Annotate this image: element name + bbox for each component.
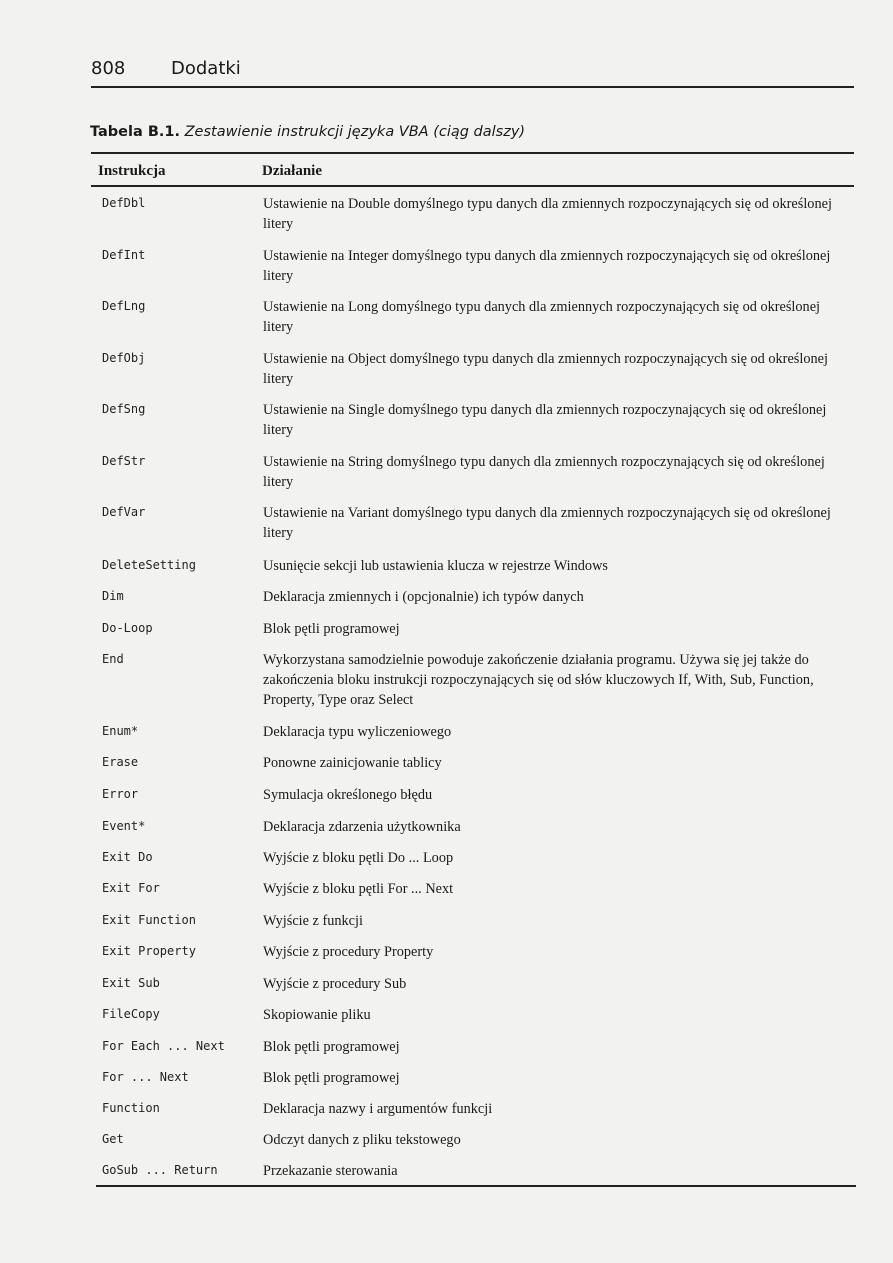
instruction-description: Ustawienie na Object domyślnego typu danych dla zmiennych rozpoczynających się od określonej litery (263, 351, 828, 387)
instruction-description: Ustawienie na Variant domyślnego typu danych dla zmiennych rozpoczynających się od określonej litery (263, 505, 831, 541)
table-header-rule (91, 185, 854, 187)
column-header-action: Działanie (262, 163, 322, 179)
instruction-code: Enum* (102, 724, 139, 738)
instruction-code: DefVar (102, 505, 146, 519)
table-caption-title: Zestawienie instrukcji języka VBA (ciąg dalszy) (184, 124, 526, 140)
instruction-description: Blok pętli programowej (263, 1039, 400, 1055)
page-number: 808 (91, 58, 126, 79)
instruction-code: Event* (102, 819, 146, 833)
instruction-description: Deklaracja zmiennych i (opcjonalnie) ich typów danych (263, 589, 584, 605)
instruction-description: Symulacja określonego błędu (263, 787, 433, 803)
instruction-code: DefLng (102, 299, 146, 313)
instruction-code: DefStr (102, 454, 146, 468)
instruction-code: Exit Function (102, 913, 196, 927)
instruction-code: DeleteSetting (102, 558, 196, 572)
instruction-description: Ustawienie na Long domyślnego typu danych dla zmiennych rozpoczynających się od określonej litery (263, 299, 821, 335)
instruction-description: Wyjście z procedury Sub (263, 976, 407, 992)
instruction-code: DefSng (102, 402, 146, 416)
instruction-code: DefObj (102, 351, 146, 365)
instruction-code: End (102, 652, 124, 666)
instruction-description: Ustawienie na Integer domyślnego typu danych dla zmiennych rozpoczynających się od określonej litery (263, 248, 831, 284)
header-rule (91, 86, 854, 88)
instruction-description: Przekazanie sterowania (263, 1163, 398, 1179)
instruction-description: Ustawienie na Single domyślnego typu danych dla zmiennych rozpoczynających się od określonej litery (263, 402, 827, 438)
instruction-code: For Each ... Next (102, 1039, 225, 1053)
instruction-description: Blok pętli programowej (263, 621, 400, 637)
column-header-instruction: Instrukcja (98, 163, 166, 179)
instruction-description: Blok pętli programowej (263, 1070, 400, 1086)
instruction-description: Skopiowanie pliku (263, 1007, 371, 1023)
instruction-description: Deklaracja nazwy i argumentów funkcji (263, 1101, 493, 1117)
table-top-rule (91, 152, 854, 154)
instruction-code: Exit Property (102, 944, 196, 958)
table-caption (90, 124, 860, 140)
instruction-description: Wyjście z bloku pętli Do ... Loop (263, 850, 454, 866)
instruction-code: DefDbl (102, 196, 146, 210)
instruction-code: DefInt (102, 248, 146, 262)
instruction-code: GoSub ... Return (102, 1163, 218, 1177)
instruction-code: Function (102, 1101, 160, 1115)
instruction-code: FileCopy (102, 1007, 160, 1021)
instruction-description: Wyjście z procedury Property (263, 944, 434, 960)
instruction-description: Ustawienie na Double domyślnego typu danych dla zmiennych rozpoczynających się od określonej litery (263, 196, 832, 232)
instruction-description: Deklaracja typu wyliczeniowego (263, 724, 452, 740)
instruction-code: Get (102, 1132, 124, 1146)
instruction-description: Usunięcie sekcji lub ustawienia klucza w rejestrze Windows (263, 558, 608, 574)
instruction-code: Exit Do (102, 850, 153, 864)
instruction-description: Wyjście z bloku pętli For ... Next (263, 881, 454, 897)
instruction-description: Ustawienie na String domyślnego typu danych dla zmiennych rozpoczynających się od określonej litery (263, 454, 825, 490)
instruction-description: Wykorzystana samodzielnie powoduje zakończenie działania programu. Używa się jej także do zakończenia bloku instrukcji rozpoczynających się od słów kluczowych If, With, Sub, Function, Property, Type oraz Select (263, 652, 814, 708)
instruction-code: Exit For (102, 881, 160, 895)
instruction-code: Exit Sub (102, 976, 160, 990)
instruction-description: Odczyt danych z pliku tekstowego (263, 1132, 461, 1148)
instruction-description: Wyjście z funkcji (263, 913, 363, 929)
instruction-code: Erase (102, 755, 139, 769)
section-title: Dodatki (171, 58, 241, 79)
table-caption-label: Tabela B.1. (90, 124, 180, 140)
instruction-description: Ponowne zainicjowanie tablicy (263, 755, 442, 771)
instruction-description: Deklaracja zdarzenia użytkownika (263, 819, 461, 835)
instruction-code: For ... Next (102, 1070, 189, 1084)
instruction-code: Do-Loop (102, 621, 153, 635)
instruction-code: Dim (102, 589, 124, 603)
table-bottom-rule (96, 1185, 856, 1187)
instruction-code: Error (102, 787, 139, 801)
